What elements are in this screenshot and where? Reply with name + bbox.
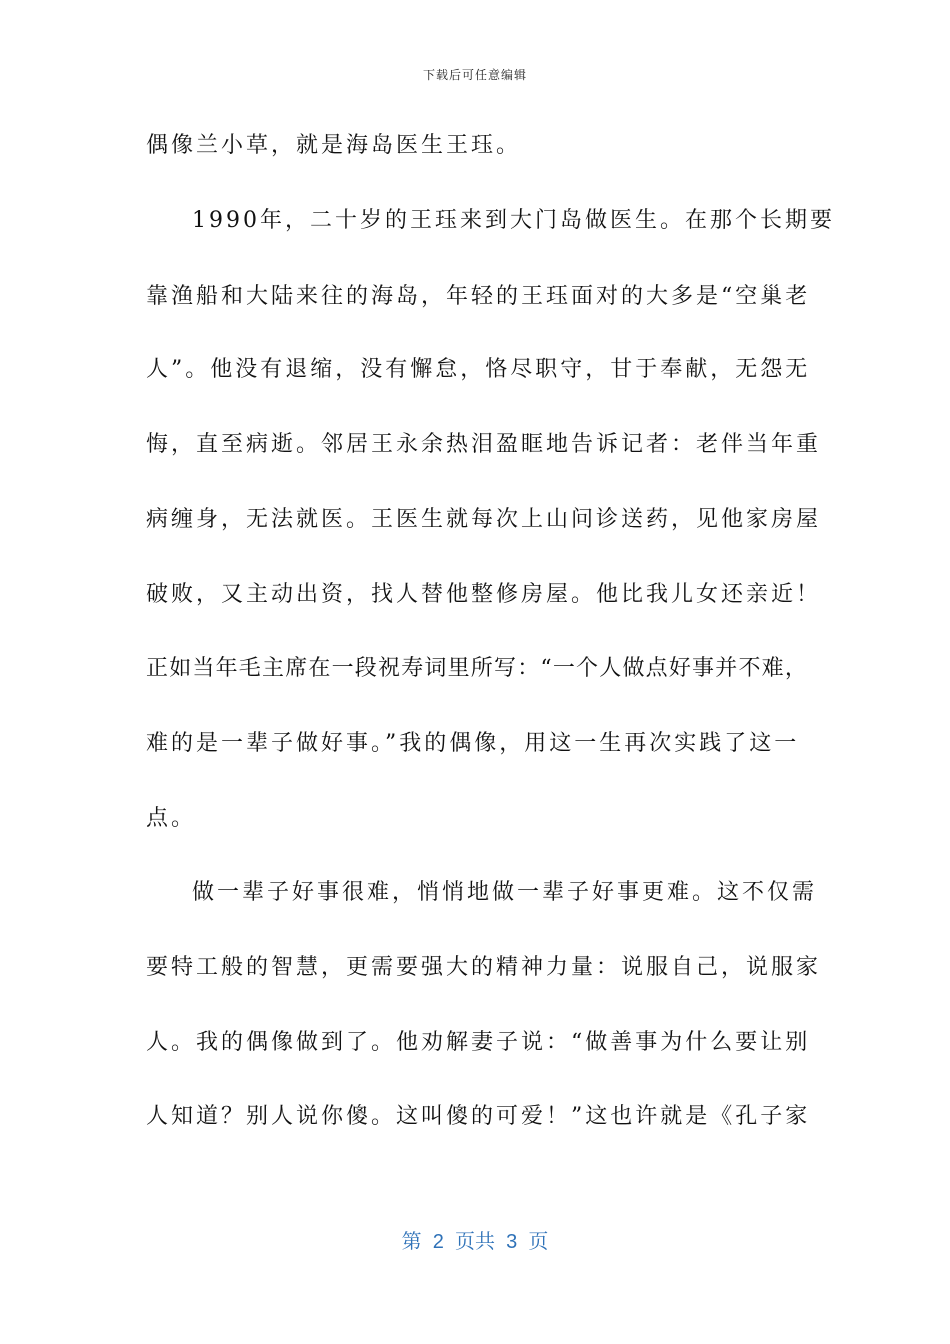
- paragraph-line: 人”。他没有退缩，没有懈怠，恪尽职守，甘于奉献，无怨无: [146, 357, 811, 382]
- paragraph-line: 病缠身，无法就医。王医生就每次上山问诊送药，见他家房屋: [146, 507, 822, 532]
- paragraph-line: 悔，直至病逝。邻居王永余热泪盈眶地告诉记者：老伴当年重: [146, 432, 822, 457]
- paragraph-line: 人知道？别人说你傻。这叫傻的可爱！”这也许就是《孔子家: [146, 1104, 811, 1129]
- paragraph-line: 1990年，二十岁的王珏来到大门岛做医生。在那个长期要: [192, 208, 835, 233]
- paragraph-line: 点。: [146, 806, 197, 831]
- paragraph-line: 做一辈子好事很难，悄悄地做一辈子好事更难。这不仅需: [192, 880, 818, 905]
- page-number-footer: 第 2 页共 3 页: [401, 1231, 549, 1253]
- header-note: 下载后可任意编辑: [422, 68, 527, 82]
- paragraph-line: 偶像兰小草，就是海岛医生王珏。: [146, 133, 522, 158]
- paragraph-line: 要特工般的智慧，更需要强大的精神力量：说服自己，说服家: [146, 955, 822, 980]
- paragraph-line: 正如当年毛主席在一段祝寿词里所写：“一个人做点好事并不难，: [146, 656, 809, 681]
- paragraph-line: 难的是一辈子做好事。”我的偶像，用这一生再次实践了这一: [146, 731, 800, 756]
- paragraph-line: 靠渔船和大陆来往的海岛，年轻的王珏面对的大多是“空巢老: [146, 284, 811, 309]
- paragraph-line: 破败，又主动出资，找人替他整修房屋。他比我儿女还亲近！: [146, 582, 822, 607]
- paragraph-line: 人。我的偶像做到了。他劝解妻子说：“做善事为什么要让别: [146, 1030, 811, 1055]
